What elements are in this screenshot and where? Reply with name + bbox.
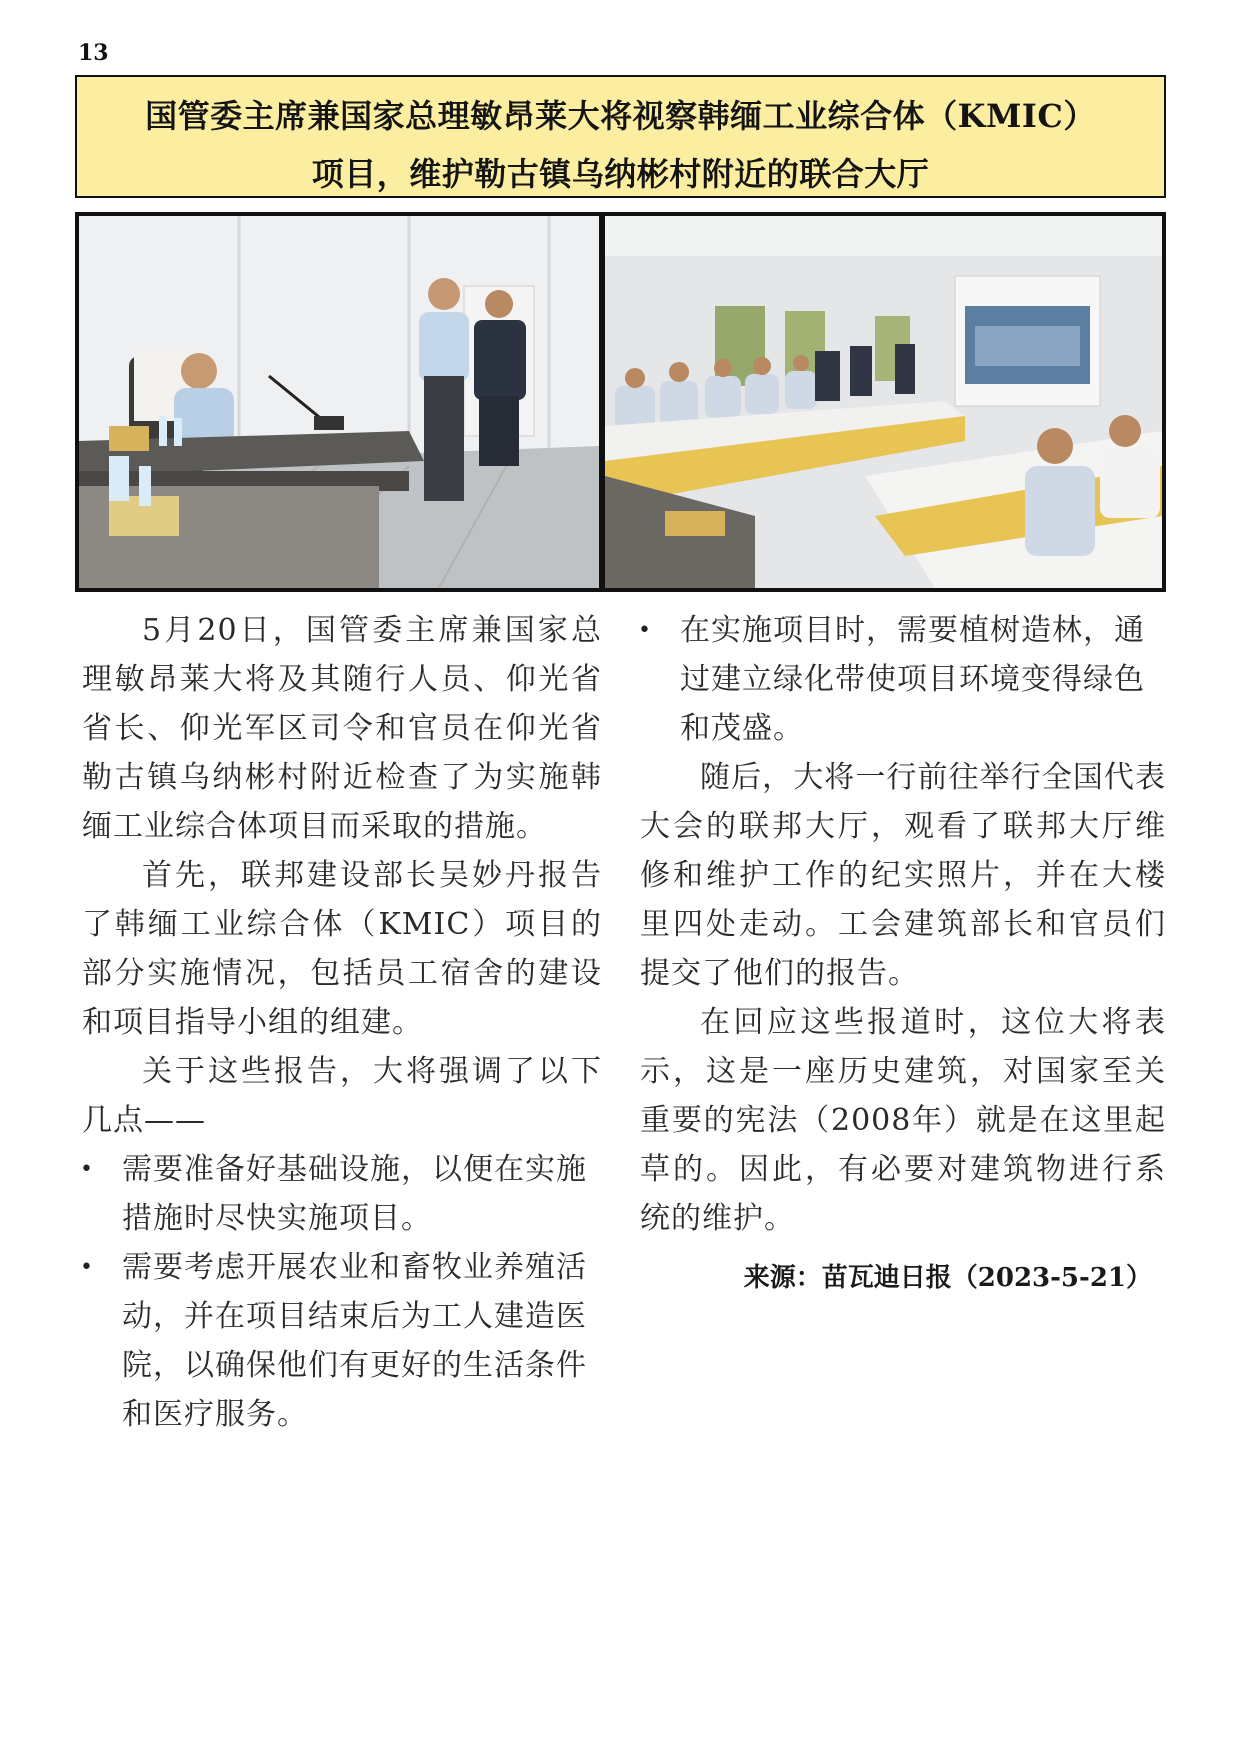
- bullet-dot-icon: •: [638, 618, 652, 643]
- bullet-text: 在实施项目时，需要植树造林，通过建立绿化带使项目环境变得绿色和茂盛。: [680, 613, 1145, 746]
- bullet-item: [82, 1243, 602, 1439]
- paragraph: 关于这些报告，大将强调了以下几点——: [82, 1054, 602, 1138]
- bullet-text: 需要准备好基础设施，以便在实施措施时尽快实施项目。: [122, 1152, 587, 1236]
- paragraph: 首先，联邦建设部长吴妙丹报告了韩缅工业综合体（KMIC）项目的部分实施情况，包括员工宿舍的建设和项目指导小组的组建。: [82, 858, 602, 1040]
- bullet-item: [640, 606, 1166, 753]
- page-number: 13: [78, 40, 109, 66]
- bullet-item: [82, 1145, 602, 1243]
- left-column: [82, 606, 602, 1439]
- paragraph: 在回应这些报道时，这位大将表示，这是一座历史建筑，对国家至关重要的宪法（2008年）就是在这里起草的。因此，有必要对建筑物进行系统的维护。: [640, 1005, 1166, 1236]
- bullet-text: 需要考虑开展农业和畜牧业养殖活动，并在项目结束后为工人建造医院，以确保他们有更好的生活条件和医疗服务。: [122, 1250, 587, 1432]
- paragraph: 5月20日，国管委主席兼国家总理敏昂莱大将及其随行人员、仰光省省长、仰光军区司令和官员在仰光省勒古镇乌纳彬村附近检查了为实施韩缅工业综合体项目而采取的措施。: [82, 613, 602, 844]
- bullet-dot-icon: •: [80, 1255, 94, 1280]
- photo-office-visit: [79, 216, 599, 588]
- source-credit: 来源：苗瓦迪日报（2023-5-21）: [743, 1263, 1152, 1293]
- paragraph: 随后，大将一行前往举行全国代表大会的联邦大厅，观看了联邦大厅维修和维护工作的纪实照片，并在大楼里四处走动。工会建筑部长和官员们提交了他们的报告。: [640, 760, 1166, 991]
- bullet-dot-icon: •: [80, 1157, 94, 1182]
- headline-line-1: 国管委主席兼国家总理敏昂莱大将视察韩缅工业综合体（KMIC）: [145, 97, 1096, 135]
- photo-strip: [75, 212, 1166, 592]
- right-column: [640, 606, 1166, 1294]
- headline-line-2: 项目，维护勒古镇乌纳彬村附近的联合大厅: [311, 155, 930, 193]
- headline-box: [75, 75, 1166, 198]
- photo-meeting-hall: [605, 216, 1162, 588]
